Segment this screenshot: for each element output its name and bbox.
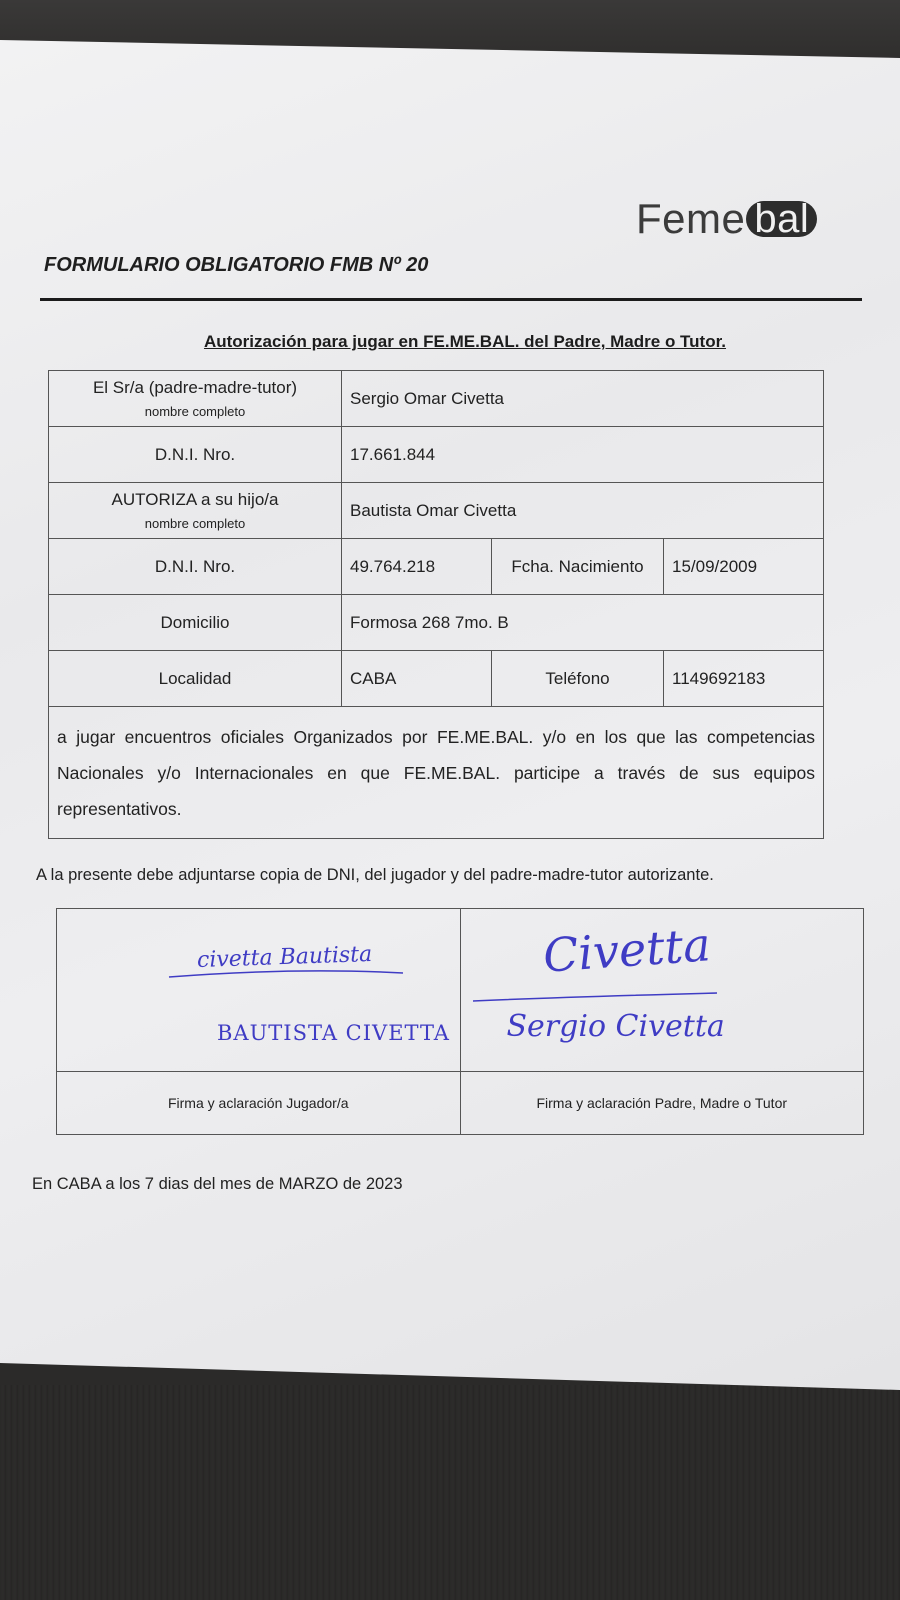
table-row [49,707,824,839]
authorization-table [48,370,824,839]
table-row [57,1072,864,1135]
player-name-handwritten: BAUTISTA CIVETTA [217,1021,450,1045]
locality-label: Localidad [49,651,342,707]
parent-signature-stroke [471,991,721,1005]
parent-signature: Civetta [540,917,712,983]
player-signature-stroke [167,967,407,981]
parent-label: El Sr/a (padre-madre-tutor) [92,378,298,397]
form-title: FORMULARIO OBLIGATORIO FMB Nº 20 [44,254,429,276]
date-line: En CABA a los 7 dias del mes de MARZO de 2023 [32,1175,403,1193]
table-row [49,651,824,707]
parent-signature-box [460,909,864,1072]
child-dni-label: D.N.I. Nro. [49,539,342,595]
parent-dni-label: D.N.I. Nro. [49,427,342,483]
address-label: Domicilio [49,595,342,651]
parent-label-cell [49,371,342,427]
table-row [49,371,824,427]
dni-note: A la presente debe adjuntarse copia de DNI, del jugador y del padre-madre-tutor autorizante. [36,866,714,884]
birth-date: 15/09/2009 [664,539,824,595]
table-row [49,427,824,483]
phone: 1149692183 [664,651,824,707]
authorization-text: a jugar encuentros oficiales Organizados por FE.ME.BAL. y/o en los que las competencias Nacionales y/o Internacionales en que FE.ME.BAL. participe a través de sus equipos representativos. [49,707,824,839]
child-name: Bautista Omar Civetta [342,483,824,539]
address: Formosa 268 7mo. B [342,595,824,651]
parent-signature-label: Firma y aclaración Padre, Madre o Tutor [460,1072,864,1135]
locality: CABA [342,651,492,707]
child-label: AUTORIZA a su hijo/a [111,490,279,509]
table-row [57,909,864,1072]
parent-name: Sergio Omar Civetta [342,371,824,427]
player-signature: civetta Bautista [196,941,373,974]
logo-badge: bal [746,201,817,237]
child-dni: 49.764.218 [342,539,492,595]
parent-dni: 17.661.844 [342,427,824,483]
signature-table [56,908,864,1135]
table-row [49,595,824,651]
child-sublabel: nombre completo [144,516,246,531]
form-heading: Autorización para jugar en FE.ME.BAL. del Padre, Madre o Tutor. [203,332,727,351]
parent-name-handwritten: Sergio Civetta [506,1009,725,1044]
background-surface [0,1385,900,1600]
child-label-cell [49,483,342,539]
parent-sublabel: nombre completo [144,404,246,419]
femebal-logo [636,192,817,246]
phone-label: Teléfono [492,651,664,707]
table-row [49,539,824,595]
player-signature-label: Firma y aclaración Jugador/a [57,1072,461,1135]
logo-text: Feme [636,195,746,242]
birth-date-label: Fcha. Nacimiento [492,539,664,595]
title-divider [40,298,862,301]
table-row [49,483,824,539]
player-signature-box [57,909,461,1072]
